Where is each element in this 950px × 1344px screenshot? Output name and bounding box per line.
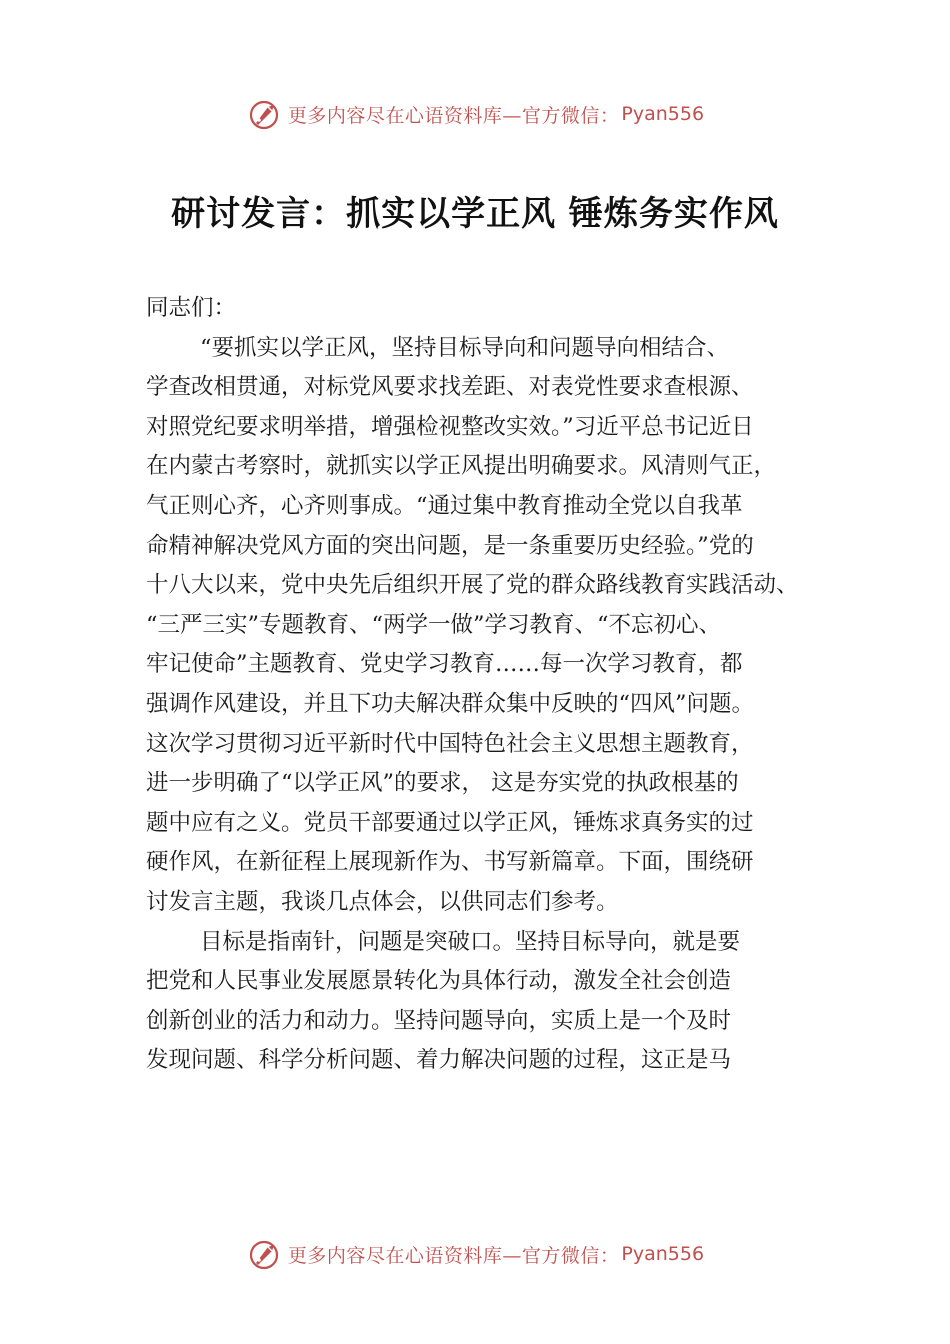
- paragraph-line: 进一步明确了“以学正风”的要求， 这是夯实党的执政根基的: [146, 770, 739, 797]
- paragraph-line: 气正则心齐，心齐则事成。“通过集中教育推动全党以自我革: [146, 492, 743, 519]
- paragraph-line: “三严三实”专题教育、“两学一做”学习教育、“不忘初心、: [146, 611, 722, 638]
- paragraph-line: 这次学习贯彻习近平新时代中国特色社会主义思想主题教育，: [146, 730, 754, 757]
- paragraph-line: 学查改相贯通，对标党风要求找差距、对表党性要求查根源、: [146, 374, 754, 401]
- paragraph-line: 硬作风，在新征程上展现新作为、书写新篇章。下面，围绕研: [146, 849, 754, 876]
- paragraph-line: 题中应有之义。党员干部要通过以学正风，锤炼求真务实的过: [146, 809, 754, 836]
- wechat-id: Pyan556: [621, 103, 705, 125]
- paragraph-line: 命精神解决党风方面的突出问题，是一条重要历史经验。”党的: [146, 532, 754, 559]
- pen-nib-logo-icon: [246, 96, 282, 132]
- paragraph-line: 发现问题、科学分析问题、着力解决问题的过程，这正是马: [146, 1047, 732, 1074]
- paragraph-line: 把党和人民事业发展愿景转化为具体行动，激发全社会创造: [146, 968, 732, 995]
- salutation: 同志们：: [146, 295, 237, 321]
- header-banner: [0, 92, 950, 136]
- paragraph-line: 在内蒙古考察时，就抓实以学正风提出明确要求。风清则气正，: [146, 453, 777, 480]
- paragraph-line: 讨发言主题，我谈几点体会，以供同志们参考。: [146, 888, 619, 915]
- paragraph-line: 强调作风建设，并且下功夫解决群众集中反映的“四风”问题。: [146, 690, 755, 717]
- wechat-id: Pyan556: [621, 1243, 705, 1265]
- paragraph-line: 牢记使命”主题教育、党史学习教育……每一次学习教育，都: [146, 651, 743, 678]
- paragraph-line: 十八大以来，党中央先后组织开展了党的群众路线教育实践活动、: [146, 572, 799, 599]
- pen-nib-logo-icon: [246, 1236, 282, 1272]
- document-body: [146, 289, 846, 1081]
- document-title: 研讨发言：抓实以学正风 锤炼务实作风: [171, 194, 779, 234]
- footer-banner: [0, 1232, 950, 1276]
- banner-text: 更多内容尽在心语资料库—官方微信：: [287, 104, 620, 127]
- paragraph-line: “要抓实以学正风，坚持目标导向和问题导向相结合、: [200, 334, 730, 361]
- paragraph-line: 对照党纪要求明举措，增强检视整改实效。”习近平总书记近日: [146, 413, 754, 440]
- banner-text: 更多内容尽在心语资料库—官方微信：: [287, 1244, 620, 1267]
- paragraph-line: 目标是指南针，问题是突破口。坚持目标导向，就是要: [200, 928, 741, 955]
- paragraph-line: 创新创业的活力和动力。坚持问题导向，实质上是一个及时: [146, 1007, 732, 1034]
